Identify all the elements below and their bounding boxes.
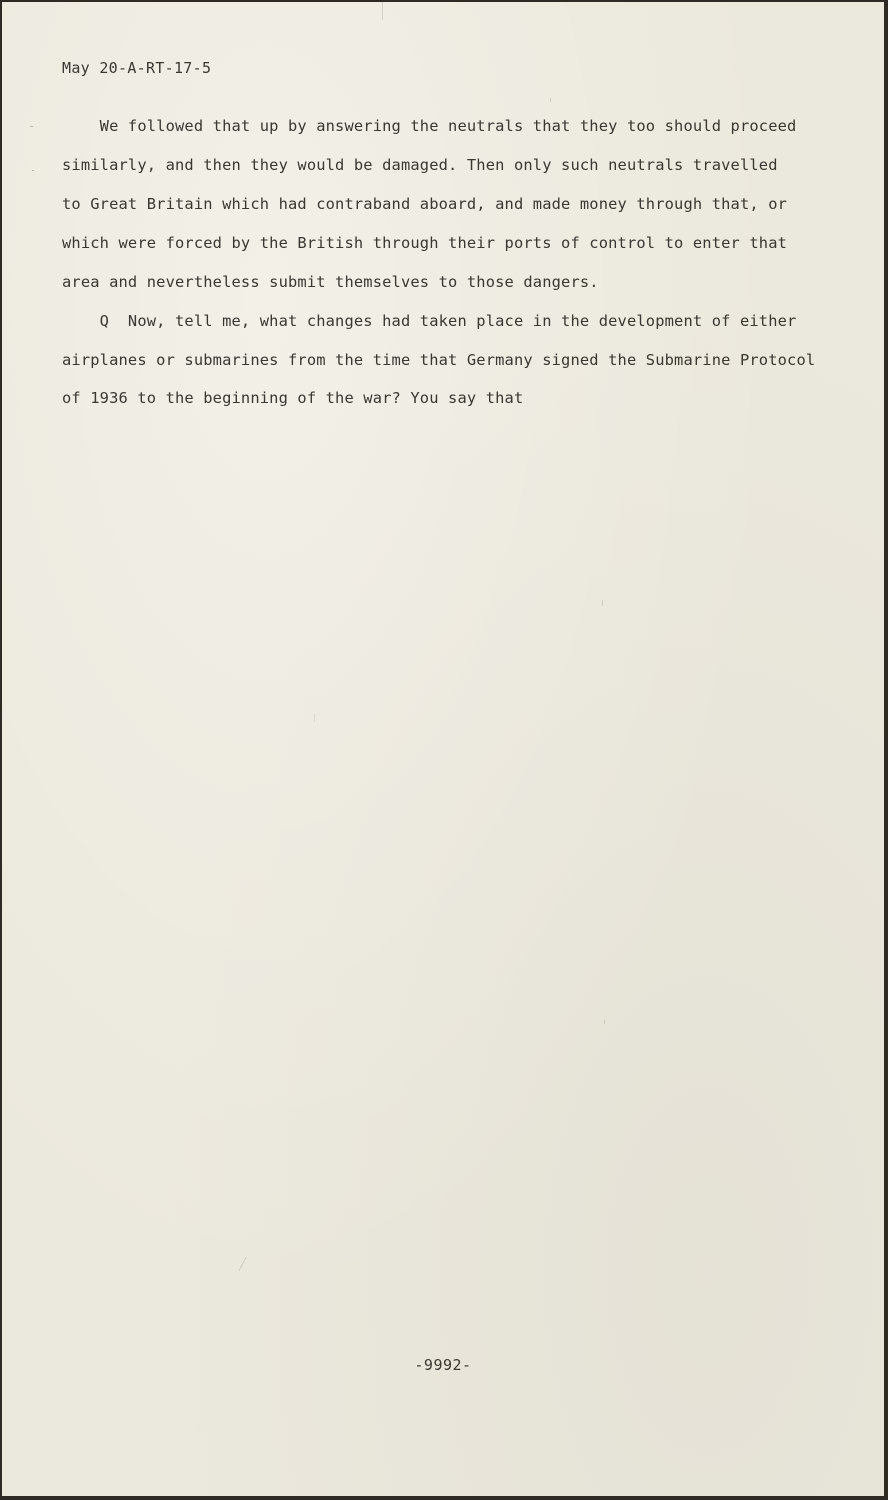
text-line-4: which were forced by the British through their ports of control to enter that xyxy=(62,234,788,252)
text-line-3: to Great Britain which had contraband aboard, and made money through that, or xyxy=(62,195,788,213)
text-line-7: airplanes or submarines from the time that Germany signed the Submarine Protocol xyxy=(62,351,816,369)
paper-speck xyxy=(30,126,33,127)
text-line-8: of 1936 to the beginning of the war? You say that xyxy=(62,389,524,407)
page-number: -9992- xyxy=(414,1356,472,1374)
paper-speck xyxy=(32,170,34,171)
paper-speck xyxy=(314,714,315,722)
paper-crease xyxy=(382,2,383,20)
paper-speck xyxy=(604,1020,605,1024)
text-line-6: Q Now, tell me, what changes had taken place in the development of either xyxy=(62,312,797,330)
paper-speck xyxy=(550,98,551,102)
document-page xyxy=(2,2,884,1496)
text-line-1: We followed that up by answering the neutrals that they too should proceed xyxy=(62,117,797,135)
text-line-2: similarly, and then they would be damaged. Then only such neutrals travelled xyxy=(62,156,778,174)
text-line-5: area and nevertheless submit themselves to those dangers. xyxy=(62,273,599,291)
paper-speck xyxy=(602,600,603,606)
document-header: May 20-A-RT-17-5 xyxy=(62,59,212,77)
paper-speck xyxy=(238,1257,246,1272)
